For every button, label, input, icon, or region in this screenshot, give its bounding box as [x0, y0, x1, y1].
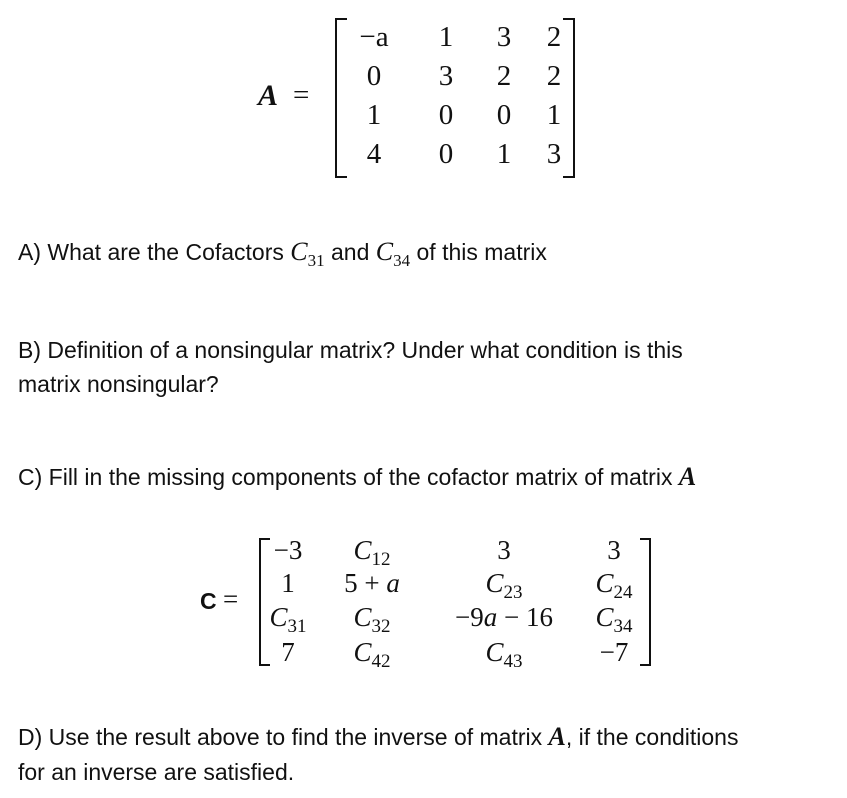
question-a-text-end: of this matrix	[410, 239, 547, 265]
matrix-a-cell: 3	[438, 60, 454, 92]
cofactor-placeholder: $C_{23}$	[485, 568, 523, 603]
cofactor-placeholder: $C_{32}$	[353, 602, 391, 637]
matrix-a-cell: 0	[366, 60, 382, 92]
question-c-matrix-name: A	[678, 462, 697, 491]
matrix-a-cell: 1	[438, 21, 454, 53]
matrix-a-cell: 1	[366, 99, 382, 131]
question-d-matrix-name: A	[548, 722, 566, 751]
cofactor-placeholder: $C_{42}$	[353, 637, 391, 672]
matrix-c-label: C	[200, 588, 217, 614]
question-d-text-end: , if the conditions	[565, 724, 739, 750]
cofactor-placeholder: $C_{24}$	[595, 568, 633, 603]
cofactor-value: −3	[273, 535, 303, 565]
cofactor-c31-ref: $C_{31}$	[290, 237, 325, 270]
question-c	[18, 460, 696, 494]
matrix-a-cell: 2	[546, 60, 562, 92]
cofactor-placeholder: $C_{43}$	[485, 637, 523, 672]
cofactor-value: 5 + a	[344, 568, 400, 598]
cofactor-value: −9a − 16	[455, 602, 553, 632]
matrix-a-cell: 1	[496, 138, 512, 170]
matrix-a-cell: 2	[496, 60, 512, 92]
question-a	[18, 235, 547, 278]
matrix-a-label: A	[258, 79, 279, 112]
cofactor-placeholder: $C_{12}$	[353, 535, 391, 570]
question-b-line-2: matrix nonsingular?	[18, 371, 219, 397]
matrix-a-cell: 2	[546, 21, 562, 53]
cofactor-value: 3	[607, 535, 621, 565]
question-a-text: A) What are the Cofactors	[18, 239, 291, 265]
matrix-a-cell: −a	[359, 21, 389, 53]
matrix-a-cell: 3	[546, 138, 562, 170]
cofactor-value: 3	[497, 535, 511, 565]
matrix-a-cell: 0	[438, 138, 454, 170]
cofactor-value: −7	[599, 637, 629, 667]
matrix-a-cell: 3	[496, 21, 512, 53]
matrix-a-cell: 0	[496, 99, 512, 131]
matrix-c-equals: =	[223, 584, 239, 614]
cofactor-value: 1	[281, 568, 295, 598]
cofactor-placeholder: $C_{31}$	[269, 602, 307, 637]
question-b-line-1: B) Definition of a nonsingular matrix? Under what condition is this	[18, 337, 683, 363]
cofactor-c34-ref: $C_{34}$	[375, 237, 411, 270]
matrix-a-left-bracket	[335, 18, 347, 178]
matrix-a-cell: 1	[546, 99, 562, 131]
question-c-text: C) Fill in the missing components of the cofactor matrix of matrix	[18, 464, 679, 490]
question-a-and: and	[324, 239, 376, 265]
matrix-a-right-bracket	[563, 18, 575, 178]
question-d-line-1	[18, 720, 738, 754]
matrix-c-left-bracket	[259, 538, 270, 666]
question-d-text: D) Use the result above to find the inverse of matrix	[18, 724, 549, 750]
matrix-a-cell: 4	[366, 138, 382, 170]
cofactor-value: 7	[281, 637, 295, 667]
question-d-line-2: for an inverse are satisfied.	[18, 759, 295, 785]
matrix-a-cell: 0	[438, 99, 454, 131]
matrix-c-right-bracket	[640, 538, 651, 666]
cofactor-placeholder: $C_{34}$	[595, 602, 633, 637]
matrix-a-equals: =	[293, 79, 310, 111]
